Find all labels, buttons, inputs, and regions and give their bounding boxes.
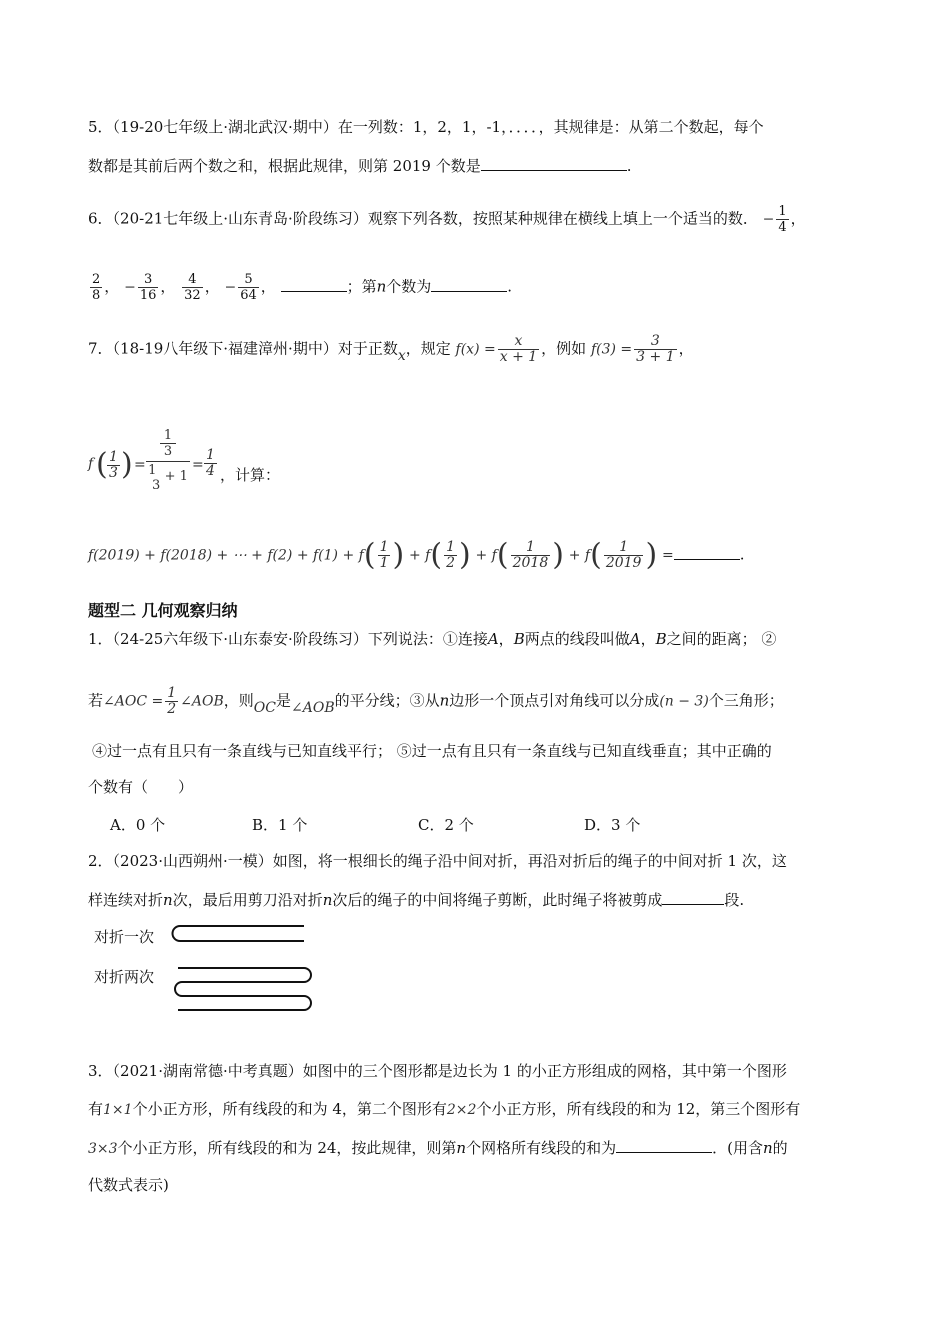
q6-sign: − [224, 279, 237, 296]
g1-line3: ④过一点有且只有一条直线与已知直线平行； ⑤过一点有且只有一条直线与已知直线垂直；其中正确的 [92, 742, 772, 760]
g1-triangles: 个三角形； [708, 691, 784, 710]
plus-f: + f [568, 547, 591, 564]
rope-fold-once [173, 926, 305, 941]
q6-comma: ， [204, 277, 220, 296]
g3-line2 [88, 1098, 800, 1121]
q5-end: . [626, 157, 632, 175]
g1-mid1: 两点的线段叫做 [524, 630, 630, 648]
option-c[interactable]: C．2 个 [418, 816, 474, 834]
q7-comma: ， [678, 339, 694, 358]
g3-text-g: 的 [772, 1139, 788, 1157]
point-b: B [513, 630, 525, 648]
fold-twice-label: 对折两次 [94, 968, 155, 986]
q6-sign: − [124, 279, 136, 296]
answer-blank[interactable] [281, 275, 347, 292]
sum-frac: $\frac{1}{2}$ [446, 539, 455, 571]
n-minus-3: (n − 3) [659, 693, 709, 710]
q5-line2 [88, 154, 632, 177]
fold-once-label: 对折一次 [94, 928, 155, 946]
q7-eq: = [192, 457, 204, 473]
den-three: 3 [152, 478, 161, 493]
q6-first-sign: − [762, 211, 775, 228]
q6-fraction: $\frac{3}{16}$ [139, 272, 157, 303]
ray-oc: OC [253, 699, 276, 716]
g2-line1: 2．（2023·山西朔州·一模）如图，将一根细长的绳子沿中间对折，再沿对折后的绳子的中间对折 1 次，这 [88, 852, 787, 870]
g1-is: 是 [275, 691, 291, 710]
n-var: n [762, 1139, 773, 1157]
sum-frac: $\frac{1}{2019}$ [605, 539, 642, 571]
grid-3x3: 3×3 [88, 1141, 118, 1157]
q7-eq: = [134, 457, 146, 473]
answer-blank[interactable] [481, 154, 627, 171]
paren-right: ) [552, 537, 564, 573]
q6-fraction: $\frac{5}{64}$ [240, 272, 257, 303]
q7-f3-fraction: $\frac{3}{3 + 1}$ [636, 333, 675, 365]
paren-left: ( [496, 537, 509, 573]
g3-text-b: 个小正方形，所有线段的和为 4，第二个图形有 [132, 1100, 447, 1118]
q6-first-fraction: $\frac{1}{4}$ [778, 204, 787, 235]
q7-f3: f(3) = [590, 341, 633, 358]
rope-figure [166, 920, 326, 1024]
g1-bisector: 的平分线；③从 [334, 691, 440, 710]
option-d[interactable]: D．3 个 [584, 816, 641, 834]
g2-text-a: 样连续对折 [88, 891, 164, 909]
sum-part: f(2019) + f(2018) + ⋯ + f(2) + f(1) + f [88, 547, 364, 564]
g3-text-e: 个网格所有线段的和为 [466, 1139, 617, 1157]
q6-n: n [376, 277, 387, 296]
q7-one-third: $\frac{1}{3}$ [109, 449, 118, 481]
g3-text-d: 个小正方形，所有线段的和为 24，按此规律，则第 [117, 1139, 457, 1157]
q6-line2 [88, 272, 512, 303]
q6-end: . [507, 277, 513, 296]
g2-text-b: 次，最后用剪刀沿对折 [172, 891, 323, 909]
half-fraction: $\frac{1}{2}$ [167, 685, 177, 717]
q7-end: . [739, 545, 745, 564]
paren-right: ) [121, 447, 133, 482]
answer-blank[interactable] [431, 275, 507, 292]
q7-x: x [397, 347, 406, 364]
q6-comma: ， [790, 209, 806, 228]
den-one: 1 [148, 463, 157, 478]
plus-f: + f [408, 547, 431, 564]
g3-line3 [88, 1136, 788, 1160]
q7-example: ，例如 [541, 339, 587, 358]
q7-rule: ，规定 [405, 339, 451, 358]
grid-2x2: 2×2 [446, 1102, 477, 1118]
n-var: n [456, 1139, 467, 1157]
option-a[interactable]: A．0 个 [110, 816, 166, 834]
g3-text-a: 有 [88, 1100, 104, 1118]
paren-right: ) [645, 537, 658, 573]
q5-line1: 5．（19-20七年级上·湖北武汉·期中）在一列数：1，2，1，-1，．．．．，其规律是：从第二个数起，每个 [88, 118, 764, 136]
g1-line4: 个数有（ ） [88, 778, 194, 796]
angle-aob: ∠AOB [180, 693, 224, 710]
q6-mid: 个数为 [386, 277, 432, 296]
q6-line1 [88, 204, 806, 235]
g2-text-c: 次后的绳子的中间将绳子剪断，此时绳子将被剪成 [332, 891, 663, 909]
section-heading: 题型二 几何观察归纳 [88, 601, 238, 620]
answer-blank[interactable] [662, 888, 724, 905]
g1-polygon: 边形一个顶点引对角线可以分成 [449, 691, 660, 710]
q7-text: 7．（18-19八年级下·福建漳州·期中）对于正数 [88, 339, 398, 358]
g1-mid2: 之间的距离； ② [666, 630, 777, 648]
angle-aob: ∠AOB [291, 699, 335, 716]
q7-quarter: $\frac{1}{4}$ [206, 447, 215, 479]
g1-if: 若 [88, 691, 104, 710]
point-a: A [487, 630, 499, 648]
q7-calc: ，计算： [220, 466, 281, 484]
n-var: n [439, 691, 450, 710]
g2-line2 [88, 888, 744, 911]
paren-right: ) [459, 537, 471, 573]
q6-fraction: $\frac{2}{8}$ [92, 272, 101, 303]
answer-blank[interactable] [674, 543, 740, 560]
g3-text-f: ．(用含 [712, 1139, 763, 1157]
q5-text: 数都是其前后两个数之和，根据此规律，则第 2019 个数是 [88, 157, 481, 175]
paren-left: ( [430, 537, 443, 573]
g1-line1: 1．（24-25六年级下·山东泰安·阶段练习）下列说法：①连接A，B两点的线段叫做A，B之间的距离； ② [88, 630, 777, 648]
q7-fdef: f(x) = [455, 341, 496, 358]
q6-comma: ， [260, 277, 276, 296]
g1-then: ，则 [223, 691, 254, 710]
q6-comma: ， [104, 277, 120, 296]
q6-fraction: $\frac{4}{32}$ [184, 272, 201, 303]
g1-line2 [88, 686, 784, 717]
point-b: B [655, 630, 667, 648]
g1-text: 1．（24-25六年级下·山东泰安·阶段练习）下列说法：①连接 [88, 630, 488, 648]
point-a: A [629, 630, 641, 648]
paren-right: ) [392, 537, 405, 573]
plus-f: + f [475, 547, 497, 564]
g3-line4: 代数式表示) [88, 1176, 169, 1194]
q7-f: f [88, 456, 94, 472]
num-three: 3 [160, 443, 176, 459]
n-var: n [322, 891, 333, 909]
sum-eq: = [661, 547, 674, 564]
q6-comma: ， [160, 277, 176, 296]
g3-text-c: 个小正方形，所有线段的和为 12，第三个图形有 [476, 1100, 801, 1118]
paren-left: ( [590, 537, 602, 573]
grid-1x1: 1×1 [103, 1102, 133, 1118]
q7-fdef-fraction: $\frac{x}{x + 1}$ [499, 333, 538, 365]
q6-semi: ；第 [346, 277, 377, 296]
rope-fold-twice [175, 968, 311, 1010]
den-part [146, 461, 190, 484]
q7-sum [88, 537, 745, 573]
sum-frac: $\frac{1}{2018}$ [512, 539, 549, 571]
n-var: n [163, 891, 173, 909]
den-plus: + 1 [164, 469, 188, 484]
q6-text: 6．（20-21七年级上·山东青岛·阶段练习）观察下列各数，按照某种规律在横线上填上一个适当的数． [88, 209, 758, 228]
q7-line1 [88, 334, 694, 365]
q7-complex-fraction [146, 428, 190, 493]
answer-blank[interactable] [616, 1136, 712, 1153]
sum-frac: $\frac{1}{1}$ [379, 539, 389, 571]
paren-left: ( [363, 537, 376, 573]
num-one: 1 [163, 428, 173, 443]
paren-left: ( [96, 447, 108, 482]
angle-aoc: ∠AOC = [103, 693, 164, 710]
g2-text-d: 段. [724, 891, 745, 909]
g3-line1: 3．（2021·湖南常德·中考真题）如图中的三个图形都是边长为 1 的小正方形组成的网格，其中第一个图形 [88, 1062, 787, 1080]
option-b[interactable]: B．1 个 [252, 816, 308, 834]
